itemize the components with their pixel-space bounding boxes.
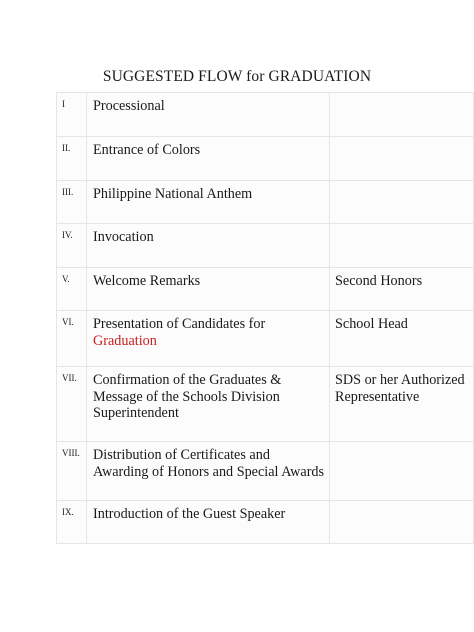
title-part-2: for <box>246 68 265 85</box>
table-row <box>57 268 474 311</box>
row-number: IX. <box>57 501 87 544</box>
program-item-line: Distribution of Certificates and <box>93 447 270 463</box>
program-item-line: Invocation <box>93 229 154 245</box>
responsible-party <box>330 501 474 544</box>
program-item-line: Message of the Schools Division <box>93 388 280 405</box>
program-item-line: Presentation of Candidates for <box>93 316 266 332</box>
program-item-line: Entrance of Colors <box>93 142 201 158</box>
program-item-highlight: Graduation <box>93 332 157 349</box>
responsible-party <box>330 442 474 501</box>
program-item-line: Welcome Remarks <box>93 273 201 289</box>
responsible-party <box>330 224 474 268</box>
row-number: IV. <box>57 224 87 268</box>
responsible-party <box>330 367 474 442</box>
program-item <box>87 224 330 268</box>
responsible-party-line: Second Honors <box>335 273 423 289</box>
row-number: V. <box>57 268 87 311</box>
row-number: VIII. <box>57 442 87 501</box>
program-item-line: Introduction of the Guest Speaker <box>93 506 286 522</box>
table-row <box>57 501 474 544</box>
program-item <box>87 501 330 544</box>
program-item <box>87 442 330 501</box>
title-part-1: SUGGESTED FLOW <box>102 68 247 85</box>
program-item-line: Processional <box>93 98 165 114</box>
table-row <box>57 93 474 137</box>
responsible-party-line: SDS or her Authorized <box>335 372 465 388</box>
program-flow-table <box>56 92 474 544</box>
table-row <box>57 181 474 224</box>
responsible-party-line: School Head <box>335 316 408 332</box>
table-row <box>57 137 474 181</box>
table-row <box>57 442 474 501</box>
program-item <box>87 268 330 311</box>
program-item-line: Awarding of Honors and Special Awards <box>93 463 325 480</box>
program-item <box>87 311 330 367</box>
responsible-party <box>330 268 474 311</box>
document-title <box>0 68 474 86</box>
table-row <box>57 311 474 367</box>
responsible-party <box>330 181 474 224</box>
title-part-3: GRADUATION <box>264 68 372 85</box>
table-row <box>57 224 474 268</box>
program-item-line: Philippine National Anthem <box>93 186 253 202</box>
row-number: III. <box>57 181 87 224</box>
responsible-party-line: Representative <box>335 388 420 405</box>
program-item <box>87 137 330 181</box>
responsible-party <box>330 137 474 181</box>
responsible-party <box>330 93 474 137</box>
program-item <box>87 181 330 224</box>
row-number: II. <box>57 137 87 181</box>
responsible-party <box>330 311 474 367</box>
program-item <box>87 93 330 137</box>
program-item <box>87 367 330 442</box>
table-row <box>57 367 474 442</box>
row-number: I <box>57 93 87 137</box>
program-item-line: Confirmation of the Graduates & <box>93 372 282 388</box>
row-number: VI. <box>57 311 87 367</box>
program-item-line: Superintendent <box>93 405 179 421</box>
row-number: VII. <box>57 367 87 442</box>
